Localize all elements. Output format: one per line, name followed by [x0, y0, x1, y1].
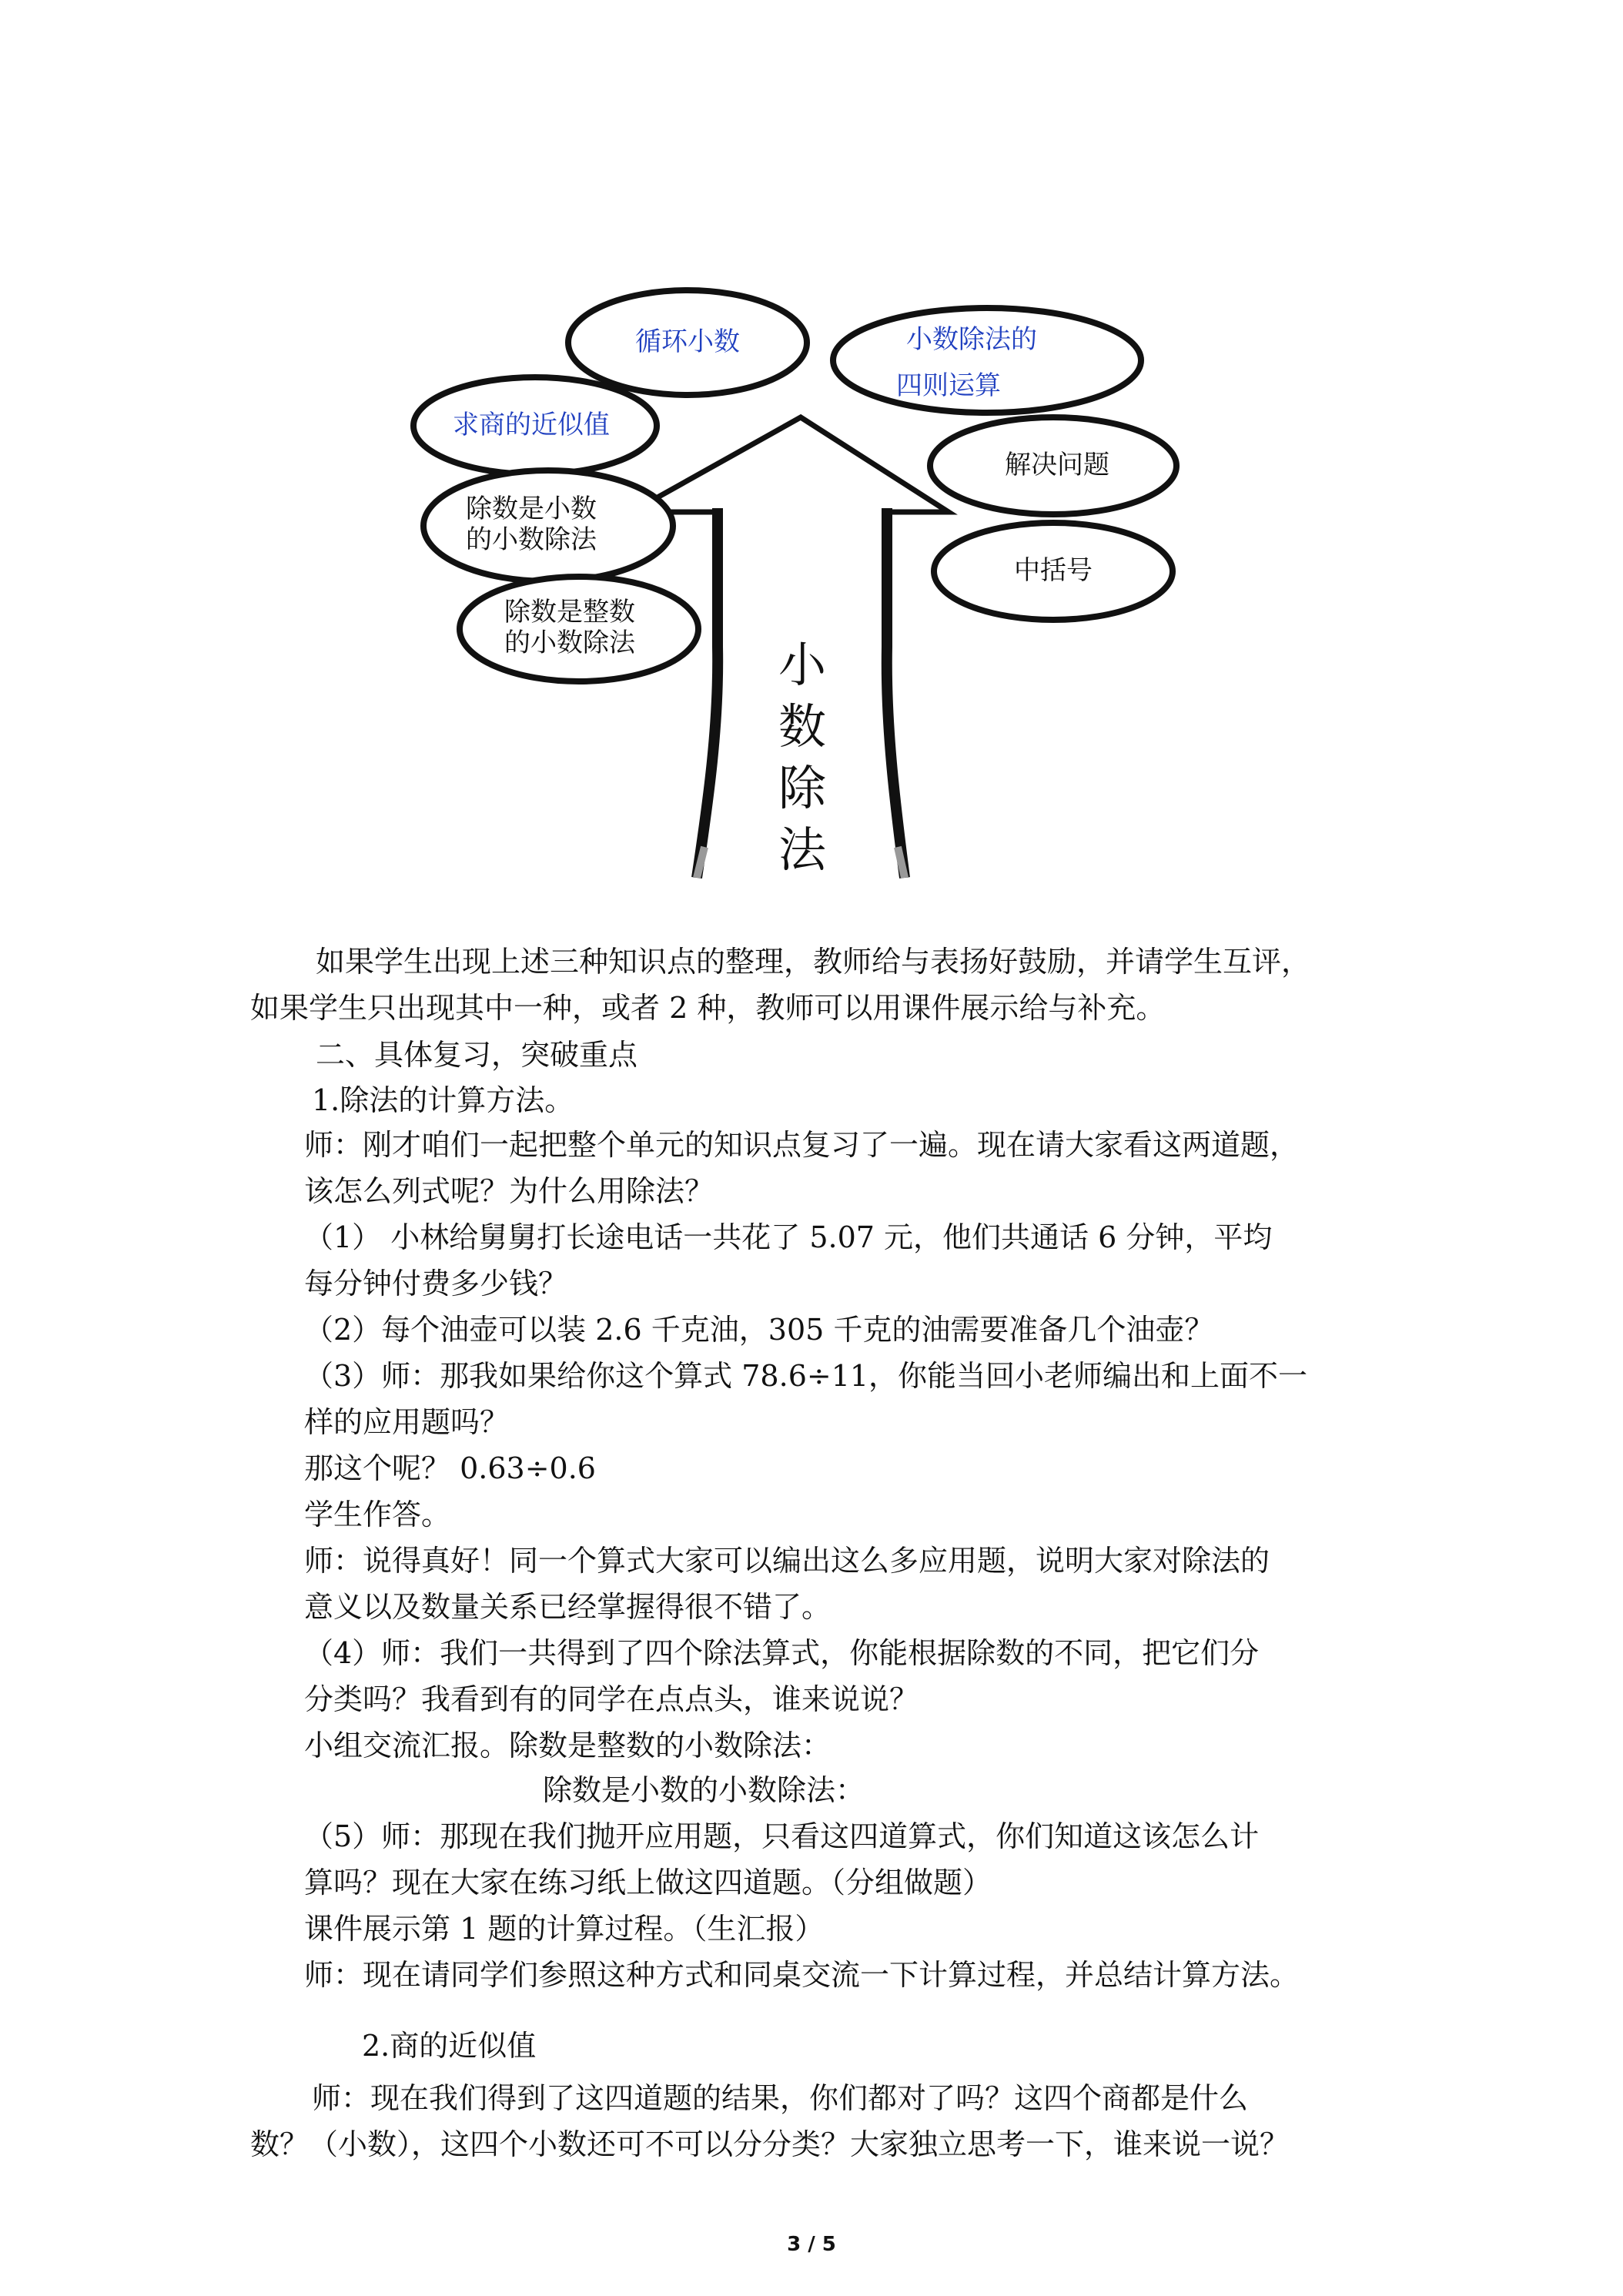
paragraph-line: 师：现在请同学们参照这种方式和同桌交流一下计算过程，并总结计算方法。 — [304, 1958, 1300, 1992]
bubble-divisor-decimal-line1: 除数是小数 — [466, 494, 597, 524]
paragraph-line: 如果学生出现上述三种知识点的整理，教师给与表扬好鼓励，并请学生互评， — [316, 945, 1311, 979]
question-line: （3）师：那我如果给你这个算式 78.6÷11，你能当回小老师编出和上面不一 — [304, 1359, 1308, 1393]
paragraph-line: 小组交流汇报。除数是整数的小数除法： — [304, 1729, 832, 1762]
paragraph-line: 师：说得真好！同一个算式大家可以编出这么多应用题，说明大家对除法的 — [304, 1544, 1270, 1578]
bubble-approx-quotient-label: 求商的近似值 — [453, 410, 610, 440]
subsection-heading: 2.商的近似值 — [362, 2029, 537, 2063]
subsection-heading: 1.除法的计算方法。 — [312, 1083, 574, 1117]
trunk-char-4: 法 — [778, 822, 827, 878]
bubble-divisor-integer-line2: 的小数除法 — [504, 628, 635, 658]
paragraph-line: 数？（小数），这四个小数还可不可以分分类？大家独立思考一下，谁来说一说？ — [250, 2127, 1290, 2161]
paragraph-line: 意义以及数量关系已经掌握得很不错了。 — [304, 1590, 832, 1624]
trunk-char-1: 小 — [778, 637, 827, 693]
paragraph-line: 除数是小数的小数除法： — [543, 1773, 865, 1807]
paragraph-line: 师：现在我们得到了这四道题的结果，你们都对了吗？这四个商都是什么 — [312, 2081, 1249, 2115]
bubble-solve-problems-label: 解决问题 — [1005, 450, 1109, 480]
tree-arrow-head — [631, 417, 949, 624]
paragraph-line: 如果学生只出现其中一种，或者 2 种，教师可以用课件展示给与补充。 — [250, 991, 1166, 1025]
bubble-cyclic-decimal-label: 循环小数 — [635, 326, 740, 357]
question-line: （4）师：我们一共得到了四个除法算式，你能根据除数的不同，把它们分 — [304, 1636, 1260, 1670]
paragraph-line: 那这个呢？ 0.63÷0.6 — [304, 1451, 596, 1485]
question-line: （1） 小林给舅舅打长途电话一共花了 5.07 元，他们共通话 6 分钟，平均 — [304, 1220, 1273, 1254]
trunk-char-3: 除 — [778, 760, 827, 816]
paragraph-line: 课件展示第 1 题的计算过程。（生汇报） — [304, 1912, 825, 1946]
paragraph-line: 师：刚才咱们一起把整个单元的知识点复习了一遍。现在请大家看这两道题， — [304, 1128, 1300, 1162]
bubble-four-operations-line2: 四则运算 — [896, 370, 1001, 401]
knowledge-tree-diagram — [0, 0, 1623, 893]
section-heading: 二、具体复习，突破重点 — [316, 1038, 638, 1072]
page-number: 3 / 5 — [787, 2233, 836, 2256]
question-line: （2）每个油壶可以装 2.6 千克油，305 千克的油需要准备几个油壶？ — [304, 1313, 1214, 1347]
question-line: 每分钟付费多少钱？ — [304, 1267, 568, 1300]
trunk-char-2: 数 — [778, 698, 827, 755]
bubble-four-operations-line1: 小数除法的 — [906, 324, 1037, 355]
paragraph-line: 分类吗？我看到有的同学在点点头，谁来说说？ — [304, 1682, 919, 1716]
bubble-divisor-decimal-line2: 的小数除法 — [466, 524, 597, 555]
bubble-brackets-label: 中括号 — [1014, 555, 1093, 586]
paragraph-line: 算吗？现在大家在练习纸上做这四道题。（分组做题） — [304, 1866, 992, 1899]
question-line: 样的应用题吗？ — [304, 1405, 510, 1439]
tree-trunk — [697, 508, 718, 878]
paragraph-line: 该怎么列式呢？为什么用除法？ — [304, 1174, 714, 1208]
paragraph-line: 学生作答。 — [304, 1498, 451, 1531]
bubble-divisor-integer-line1: 除数是整数 — [504, 597, 635, 628]
question-line: （5）师：那现在我们抛开应用题，只看这四道算式，你们知道这该怎么计 — [304, 1819, 1260, 1853]
